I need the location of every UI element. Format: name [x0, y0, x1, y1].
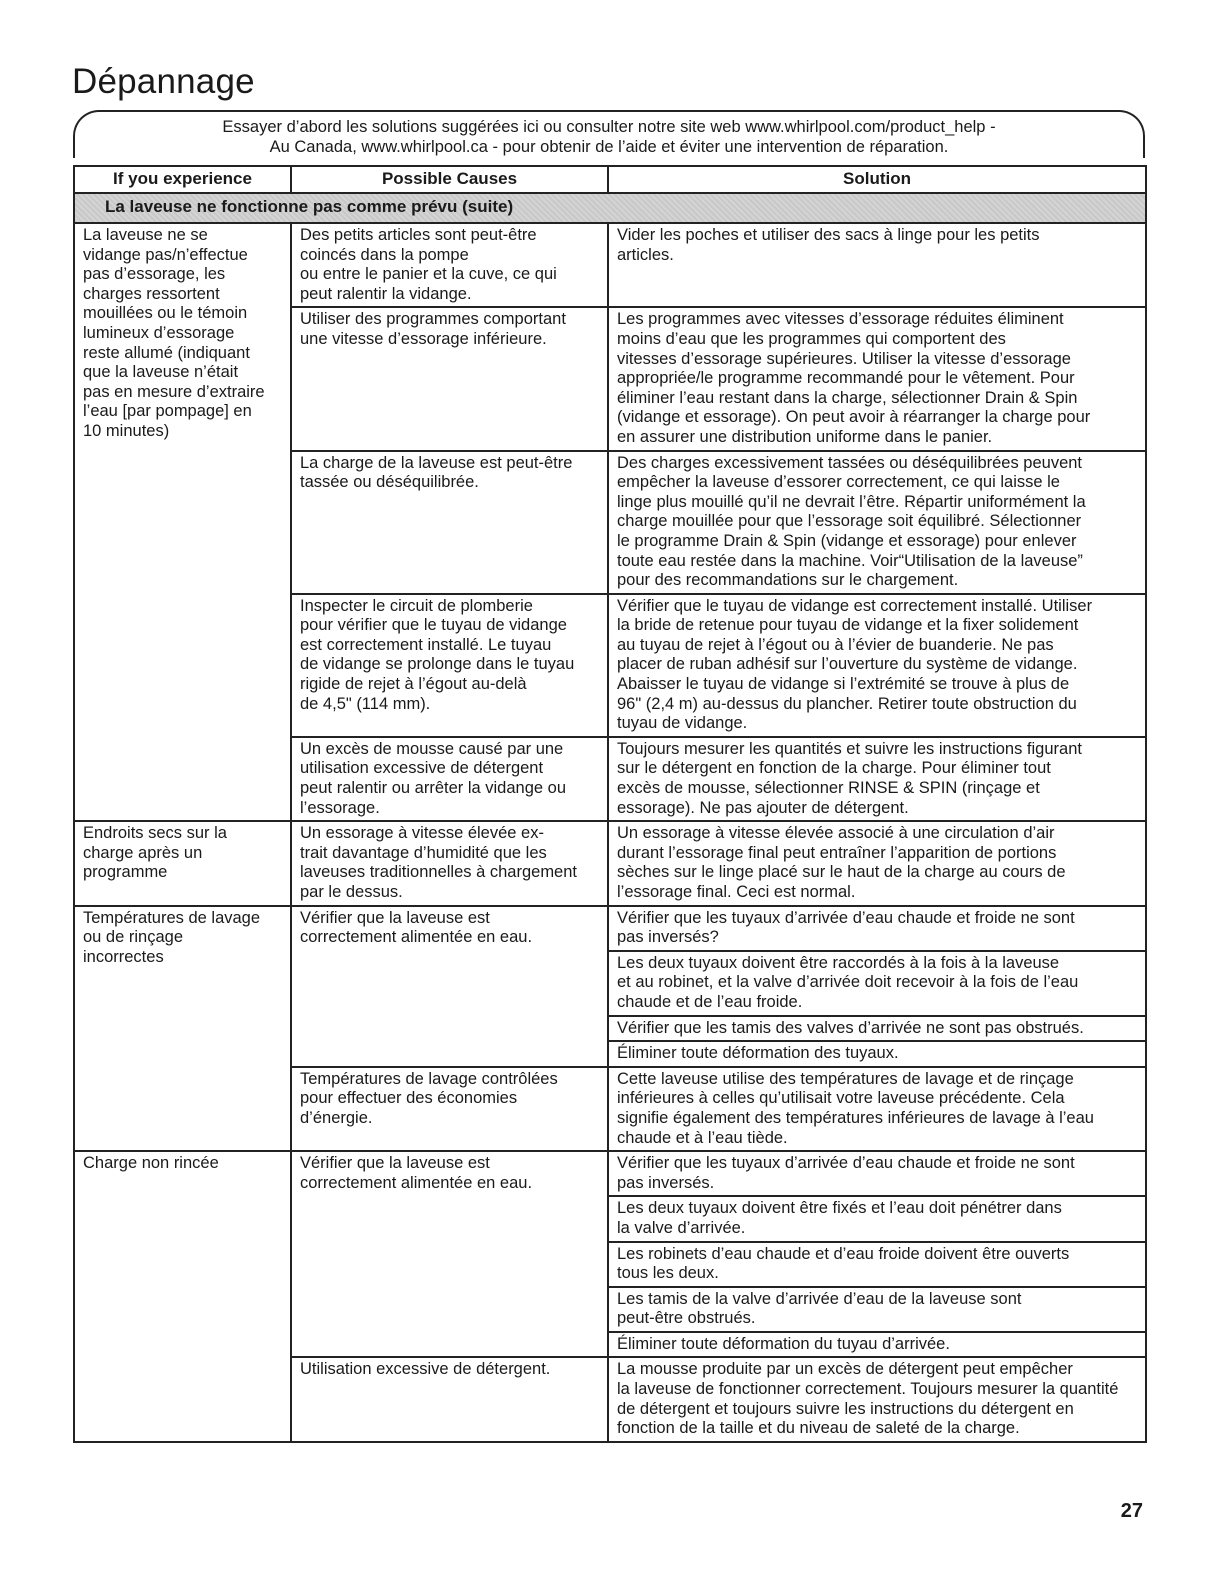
- solution-cell: Éliminer toute déformation du tuyau d’arrivée.: [608, 1332, 1146, 1358]
- cause-cell: Un excès de mousse causé par une utilisation excessive de détergent peut ralentir ou arrêter la vidange ou l’essorage.: [291, 737, 608, 821]
- solution-cell: Les deux tuyaux doivent être raccordés à la fois à la laveuse et au robinet, et la valve d’arrivée doit recevoir à la fois de l’eau chaude et de l’eau froide.: [608, 951, 1146, 1016]
- cause-cell: Des petits articles sont peut-être coincés dans la pompe ou entre le panier et la cuve, ce qui peut ralentir la vidange.: [291, 223, 608, 307]
- table-row: [74, 906, 1146, 951]
- solution-cell: Vérifier que les tuyaux d’arrivée d’eau chaude et froide ne sont pas inversés?: [608, 906, 1146, 951]
- cause-cell: La charge de la laveuse est peut-être tassée ou déséquilibrée.: [291, 451, 608, 594]
- page-number: 27: [1120, 1500, 1143, 1522]
- cause-cell: Températures de lavage contrôlées pour effectuer des économies d’énergie.: [291, 1067, 608, 1151]
- table-row: [74, 223, 1146, 307]
- problem-cell: Charge non rincée: [74, 1151, 291, 1442]
- problem-cell: Températures de lavage ou de rinçage incorrectes: [74, 906, 291, 1152]
- solution-cell: Les deux tuyaux doivent être fixés et l’eau doit pénétrer dans la valve d’arrivée.: [608, 1196, 1146, 1241]
- problem-cell: Endroits secs sur la charge après un programme: [74, 821, 291, 905]
- solution-cell: La mousse produite par un excès de détergent peut empêcher la laveuse de fonctionner correctement. Toujours mesurer la quantité de détergent et toujours suivre les instructions du détergent en fonction de la taille et du niveau de saleté de la charge.: [608, 1357, 1146, 1441]
- solution-cell: Un essorage à vitesse élevée associé à une circulation d’air durant l’essorage final peut entraîner l’apparition de portions sèches sur le linge placé sur le haut de la charge au cours de l’essorage final. Ceci est normal.: [608, 821, 1146, 905]
- table-row: [74, 1151, 1146, 1196]
- col-header-causes: Possible Causes: [291, 166, 608, 193]
- cause-cell: Utiliser des programmes comportant une vitesse d’essorage inférieure.: [291, 307, 608, 450]
- cause-cell: Vérifier que la laveuse est correctement alimentée en eau.: [291, 906, 608, 1067]
- cause-cell: Inspecter le circuit de plomberie pour vérifier que le tuyau de vidange est correctement installé. Le tuyau de vidange se prolonge dans le tuyau rigide de rejet à l’égout au-delà de 4,5" (114 mm).: [291, 594, 608, 737]
- solution-cell: Vérifier que les tamis des valves d’arrivée ne sont pas obstrués.: [608, 1016, 1146, 1042]
- solution-cell: Les tamis de la valve d’arrivée d’eau de la laveuse sont peut-être obstrués.: [608, 1287, 1146, 1332]
- solution-cell: Toujours mesurer les quantités et suivre les instructions figurant sur le détergent en fonction de la charge. Pour éliminer tout excès de mousse, sélectionner RINSE & SPIN (rinçage et essorage). Ne pas ajouter de détergent.: [608, 737, 1146, 821]
- section-title: La laveuse ne fonctionne pas comme prévu (suite): [74, 193, 1146, 223]
- intro-note: [73, 117, 1145, 157]
- header-row: [74, 166, 1146, 193]
- solution-cell: Éliminer toute déformation des tuyaux.: [608, 1041, 1146, 1067]
- solution-cell: Vider les poches et utiliser des sacs à linge pour les petits articles.: [608, 223, 1146, 307]
- col-header-solution: Solution: [608, 166, 1146, 193]
- cause-cell: Utilisation excessive de détergent.: [291, 1357, 608, 1441]
- page-title: Dépannage: [72, 62, 255, 101]
- solution-cell: Des charges excessivement tassées ou déséquilibrées peuvent empêcher la laveuse d’essorer correctement, ce qui laisse le linge plus mouillé qu’il ne devrait l’être. Répartir uniformément la charge mouillée pour que l’essorage soit équilibré. Sélectionner le programme Drain & Spin (vidange et essorage) pour enlever toute eau restée dans la machine. Voir“Utilisation de la laveuse” pour des recommandations sur le chargement.: [608, 451, 1146, 594]
- solution-cell: Vérifier que le tuyau de vidange est correctement installé. Utiliser la bride de retenue pour tuyau de vidange et la fixer solidement au tuyau de rejet à l’égout ou à l’évier de buanderie. Ne pas placer de ruban adhésif sur l’ouverture du système de vidange. Abaisser le tuyau de vidange si l’extrémité se trouve à plus de 96" (2,4 m) au-dessus du plancher. Retirer toute obstruction du tuyau de vidange.: [608, 594, 1146, 737]
- solution-cell: Les programmes avec vitesses d’essorage réduites éliminent moins d’eau que les programmes qui comportent des vitesses d’essorage supérieures. Utiliser la vitesse d’essorage appropriée/le programme recommandé pour le vêtement. Pour éliminer l’eau restant dans la charge, sélectionner Drain & Spin (vidange et essorage). On peut avoir à réarranger la charge pour en assurer une distribution uniforme dans le panier.: [608, 307, 1146, 450]
- section-row: [74, 193, 1146, 223]
- solution-cell: Les robinets d’eau chaude et d’eau froide doivent être ouverts tous les deux.: [608, 1242, 1146, 1287]
- table-row: [74, 821, 1146, 905]
- cause-cell: Vérifier que la laveuse est correctement alimentée en eau.: [291, 1151, 608, 1357]
- intro-line-2: Au Canada, www.whirlpool.ca - pour obtenir de l’aide et éviter une intervention de réparation.: [269, 138, 949, 156]
- cause-cell: Un essorage à vitesse élevée ex- trait davantage d’humidité que les laveuses traditionnelles à chargement par le dessus.: [291, 821, 608, 905]
- problem-cell: La laveuse ne se vidange pas/n’effectue pas d’essorage, les charges ressortent mouillées ou le témoin lumineux d’essorage reste allumé (indiquant que la laveuse n’était pas en mesure d’extraire l’eau [par pompage] en 10 minutes): [74, 223, 291, 821]
- troubleshooting-table: [73, 165, 1147, 1443]
- solution-cell: Cette laveuse utilise des températures de lavage et de rinçage inférieures à celles qu’utilisait votre laveuse précédente. Cela signifie également des températures inférieures de lavage à l’eau chaude et à l’eau tiède.: [608, 1067, 1146, 1151]
- intro-line-1: Essayer d’abord les solutions suggérées ici ou consulter notre site web www.whirlpool.com/product_help -: [222, 118, 996, 136]
- col-header-experience: If you experience: [74, 166, 291, 193]
- solution-cell: Vérifier que les tuyaux d’arrivée d’eau chaude et froide ne sont pas inversés.: [608, 1151, 1146, 1196]
